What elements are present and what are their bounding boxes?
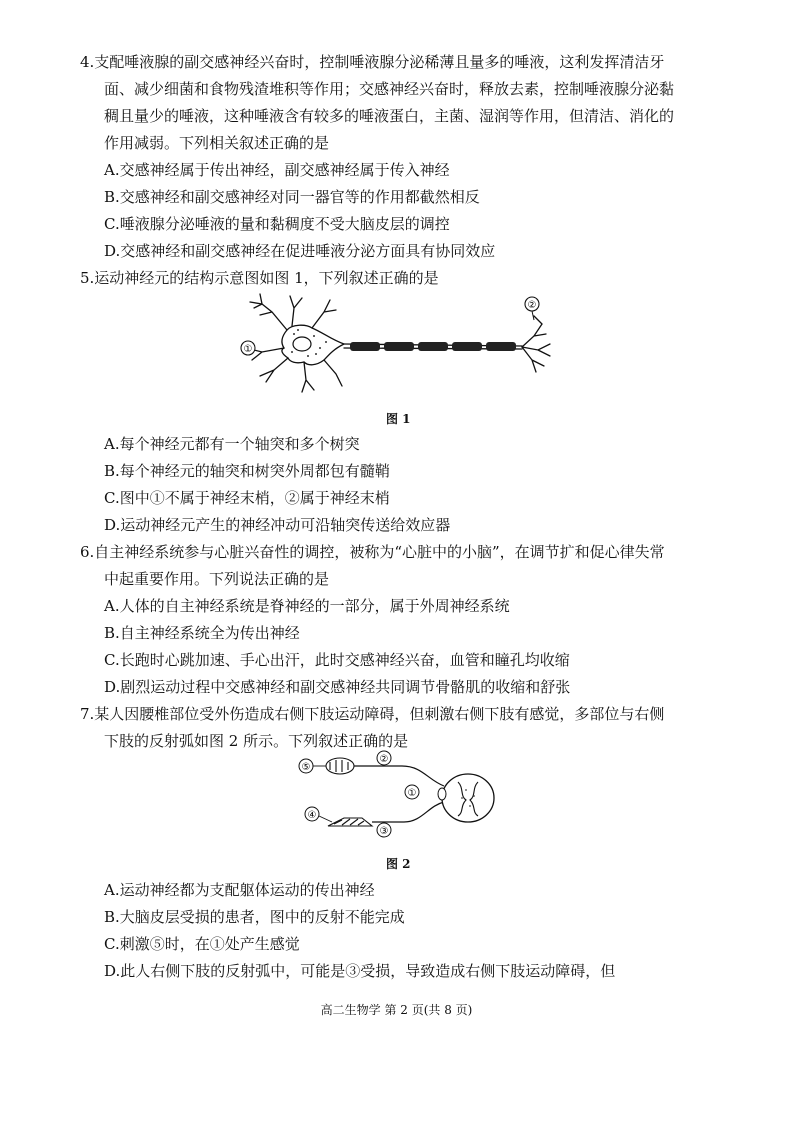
figure-1-caption: 图 1: [386, 412, 411, 426]
q7-option-a: A.运动神经都为支配躯体运动的传出神经: [104, 881, 375, 899]
reflex-arc-figure: [292, 750, 502, 840]
q6-option-a: A.人体的自主神经系统是脊神经的一部分，属于外周神经系统: [104, 597, 510, 615]
label-1: ①: [407, 788, 417, 799]
label-3: ③: [379, 826, 389, 837]
q7-option-d: D.此人右侧下肢的反射弧中，可能是③受损，导致造成右侧下肢运动障碍，但: [104, 962, 616, 980]
neuron-figure: [232, 290, 562, 395]
q7-stem-line-1: 7.某人因腰椎部位受外伤造成右侧下肢运动障碍，但刺激右侧下肢有感觉，多部位与右侧: [80, 705, 665, 723]
q4-option-b: B.交感神经和副交感神经对同一器官等的作用都截然相反: [104, 188, 480, 206]
q5-stem-line-1: 5.运动神经元的结构示意图如图 1，下列叙述正确的是: [80, 269, 439, 287]
q4-option-a: A.交感神经属于传出神经，副交感神经属于传入神经: [104, 161, 450, 179]
q4-stem-line-1: 4.支配唾液腺的副交感神经兴奋时，控制唾液腺分泌稀薄且量多的唾液，这利发挥清洁牙: [80, 53, 665, 71]
figure-2-caption: 图 2: [386, 857, 411, 871]
page-footer: 高二生物学 第 2 页(共 8 页): [320, 1003, 473, 1017]
q4-stem-line-4: 作用减弱。下列相关叙述正确的是: [104, 134, 330, 152]
q7-option-b: B.大脑皮层受损的患者，图中的反射不能完成: [104, 908, 405, 926]
q6-stem-line-2: 中起重要作用。下列说法正确的是: [104, 570, 330, 588]
q4-stem-line-3: 稠且量少的唾液，这种唾液含有较多的唾液蛋白，主菌、湿润等作用，但清洁、消化的: [104, 107, 675, 125]
label-4: ④: [307, 810, 317, 821]
label-2: ②: [527, 300, 537, 311]
q7-stem-line-2: 下肢的反射弧如图 2 所示。下列叙述正确的是: [104, 732, 409, 750]
label-5: ⑤: [301, 762, 311, 773]
label-2: ②: [379, 754, 389, 765]
q6-option-c: C.长跑时心跳加速、手心出汗，此时交感神经兴奋，血管和瞳孔均收缩: [104, 651, 570, 669]
q5-option-b: B.每个神经元的轴突和树突外周都包有髓鞘: [104, 462, 390, 480]
q5-option-c: C.图中①不属于神经末梢，②属于神经末梢: [104, 489, 390, 507]
q4-stem-line-2: 面、减少细菌和食物残渣堆积等作用；交感神经兴奋时，释放去素，控制唾液腺分泌黏: [104, 80, 675, 98]
q7-option-c: C.刺激⑤时，在①处产生感觉: [104, 935, 300, 953]
q6-option-d: D.剧烈运动过程中交感神经和副交感神经共同调节骨骼肌的收缩和舒张: [104, 678, 571, 696]
label-1: ①: [243, 344, 253, 355]
q4-option-d: D.交感神经和副交感神经在促进唾液分泌方面具有协同效应: [104, 242, 496, 260]
q6-stem-line-1: 6.自主神经系统参与心脏兴奋性的调控，被称为“心脏中的小脑”，在调节扩和促心律失常: [80, 543, 665, 561]
q5-option-d: D.运动神经元产生的神经冲动可沿轴突传送给效应器: [104, 516, 451, 534]
q5-option-a: A.每个神经元都有一个轴突和多个树突: [104, 435, 360, 453]
q4-option-c: C.唾液腺分泌唾液的量和黏稠度不受大脑皮层的调控: [104, 215, 450, 233]
q6-option-b: B.自主神经系统全为传出神经: [104, 624, 300, 642]
